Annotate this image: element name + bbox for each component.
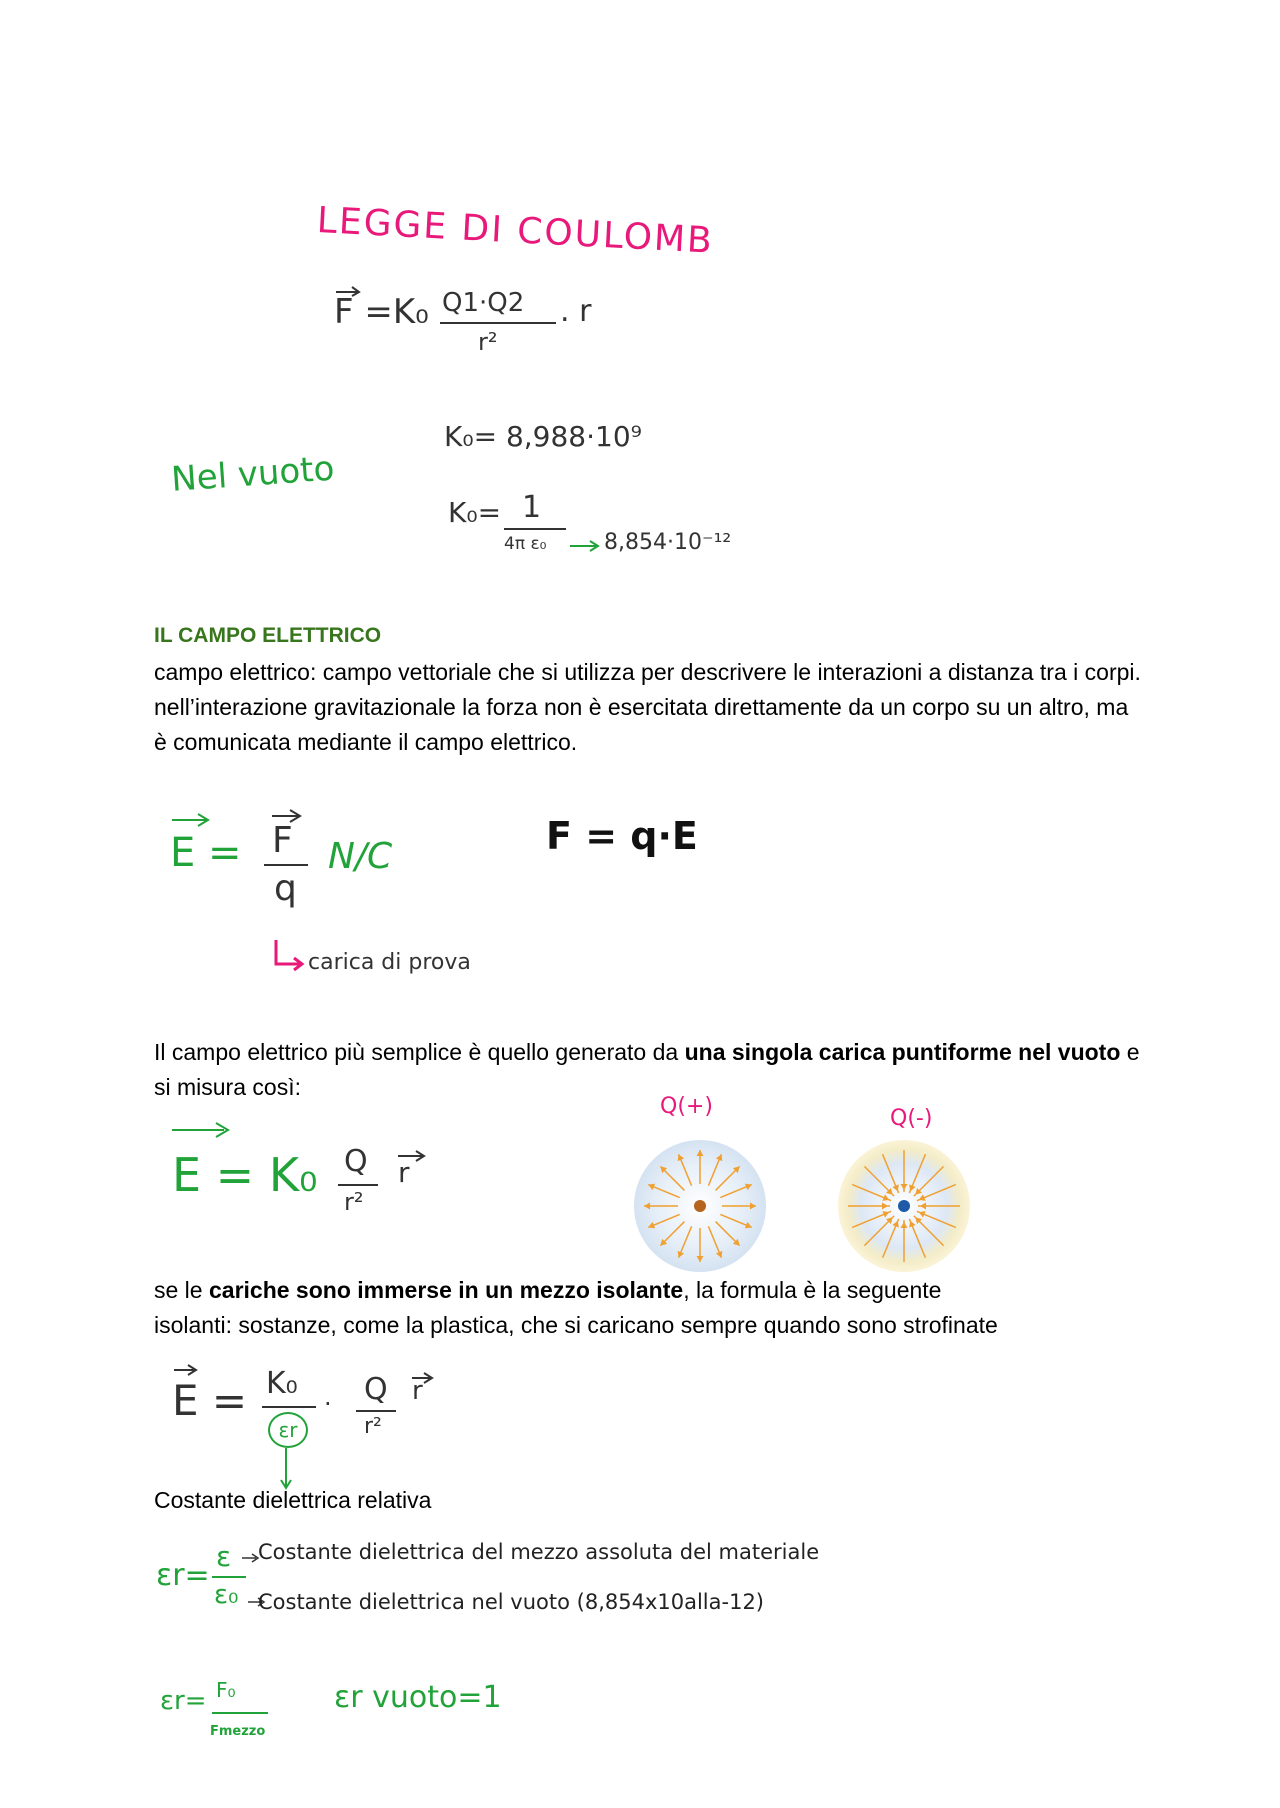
test-charge-label: carica di prova bbox=[308, 950, 471, 975]
e-point-left: E = K₀ bbox=[172, 1148, 318, 1202]
er-vacuum-value: εr vuoto=1 bbox=[334, 1680, 502, 1715]
e-medium-r2: r² bbox=[364, 1414, 382, 1439]
coulomb-numerator: Q1·Q2 bbox=[442, 288, 525, 318]
vector-arrow-icon bbox=[172, 1362, 202, 1376]
e-medium-q: Q bbox=[364, 1372, 388, 1407]
e-point-suffix: r bbox=[398, 1156, 410, 1189]
puntiforme-text-bold: una singola carica puntiforme nel vuoto bbox=[684, 1039, 1121, 1065]
e-unit: N/C bbox=[328, 836, 393, 877]
e-medium-r: r bbox=[412, 1376, 423, 1406]
coulomb-denominator: r² bbox=[478, 328, 498, 356]
e-point-den: r² bbox=[344, 1188, 364, 1216]
k0-def-left: K₀= bbox=[448, 496, 502, 529]
k0-def-den: 4π ε₀ bbox=[504, 534, 547, 554]
er-den: ε₀ bbox=[214, 1580, 239, 1610]
isolante-text-bold: cariche sono immerse in un mezzo isolante bbox=[208, 1277, 684, 1303]
isolanti-definition: isolanti: sostanze, come la plastica, che si caricano sempre quando sono strofinate bbox=[154, 1312, 998, 1338]
dielettrica-label: Costante dielettrica relativa bbox=[154, 1487, 432, 1513]
e-point-num: Q bbox=[344, 1144, 368, 1179]
fraction-line bbox=[264, 864, 308, 866]
test-charge-annotation bbox=[272, 938, 572, 988]
isolante-text bbox=[154, 1273, 1144, 1308]
k0-def-num: 1 bbox=[522, 490, 542, 525]
e-medium-formula bbox=[170, 1362, 470, 1492]
fraction-line bbox=[440, 322, 556, 324]
e-medium-left: E = bbox=[172, 1376, 248, 1425]
puntiforme-text-after: e si misura così: bbox=[154, 1039, 1140, 1100]
e-left: E = bbox=[170, 830, 242, 876]
campo-definition: campo elettrico: campo vettoriale che si utilizza per descrivere le interazioni a distanza tra i corpi. nell’interazione gravitazionale la forza non è esercitata direttamente da un corpo su un altro, ma è comunicata mediante il campo elettrico. bbox=[154, 659, 1141, 755]
fraction-line bbox=[212, 1712, 268, 1714]
puntiforme-text-before: Il campo elettrico più semplice è quello generato da bbox=[154, 1039, 685, 1065]
vacuum-constant-desc: Costante dielettrica nel vuoto (8,854x10alla-12) bbox=[258, 1590, 764, 1614]
epsilon-r-circled: εr bbox=[268, 1412, 308, 1448]
coulomb-formula bbox=[328, 282, 628, 372]
e-den: q bbox=[274, 868, 297, 909]
e-medium-num: K₀ bbox=[266, 1366, 298, 1401]
positive-charge-dot bbox=[694, 1200, 706, 1212]
vector-arrow-icon bbox=[334, 282, 364, 298]
er2-den: Fmezzo bbox=[210, 1724, 266, 1739]
fraction-line bbox=[504, 528, 566, 530]
fraction-line bbox=[356, 1410, 396, 1412]
negative-charge-dot bbox=[898, 1200, 910, 1212]
absolute-constant-desc: Costante dielettrica del mezzo assoluta del materiale bbox=[258, 1540, 820, 1564]
coulomb-suffix: . r bbox=[560, 294, 592, 329]
e-point-formula bbox=[170, 1118, 460, 1238]
vacuum-label: Nel vuoto bbox=[170, 448, 336, 500]
negative-charge-label: Q(-) bbox=[890, 1106, 933, 1131]
k0-definition bbox=[448, 490, 778, 570]
er-left: εr= bbox=[156, 1558, 210, 1593]
e-medium-dot: · bbox=[324, 1390, 332, 1418]
positive-charge-label: Q(+) bbox=[660, 1094, 713, 1119]
positive-charge-diagram bbox=[630, 1136, 770, 1276]
er2-num: F₀ bbox=[216, 1678, 236, 1702]
negative-charge-diagram bbox=[834, 1136, 974, 1276]
er-num: ε bbox=[216, 1540, 232, 1573]
fraction-line bbox=[262, 1406, 316, 1408]
er-formula bbox=[156, 1540, 1056, 1620]
isolante-text-before: se le bbox=[154, 1277, 209, 1303]
puntiforme-text bbox=[154, 1035, 1154, 1105]
f-formula: F = q·E bbox=[546, 814, 698, 858]
er-force-formula bbox=[160, 1678, 300, 1758]
arrow-down-right-icon bbox=[272, 938, 306, 972]
fraction-line bbox=[338, 1184, 378, 1186]
coulomb-formula-prefix: F =K₀ bbox=[334, 292, 429, 332]
k0-value: K₀= 8,988·10⁹ bbox=[444, 420, 642, 453]
vector-arrow-icon bbox=[170, 810, 214, 828]
vector-arrow-icon bbox=[170, 1118, 234, 1138]
coulomb-title: LEGGE DI COULOMB bbox=[315, 200, 715, 262]
eps0-value: 8,854·10⁻¹² bbox=[604, 530, 732, 555]
e-field-formula bbox=[168, 810, 428, 930]
fraction-line bbox=[212, 1576, 246, 1578]
section-heading: IL CAMPO ELETTRICO bbox=[154, 624, 382, 647]
arrow-right-icon bbox=[568, 538, 602, 554]
er2-left: εr= bbox=[160, 1686, 207, 1716]
isolante-text-after: , la formula è la seguente bbox=[683, 1277, 942, 1303]
e-num: F bbox=[272, 820, 293, 861]
